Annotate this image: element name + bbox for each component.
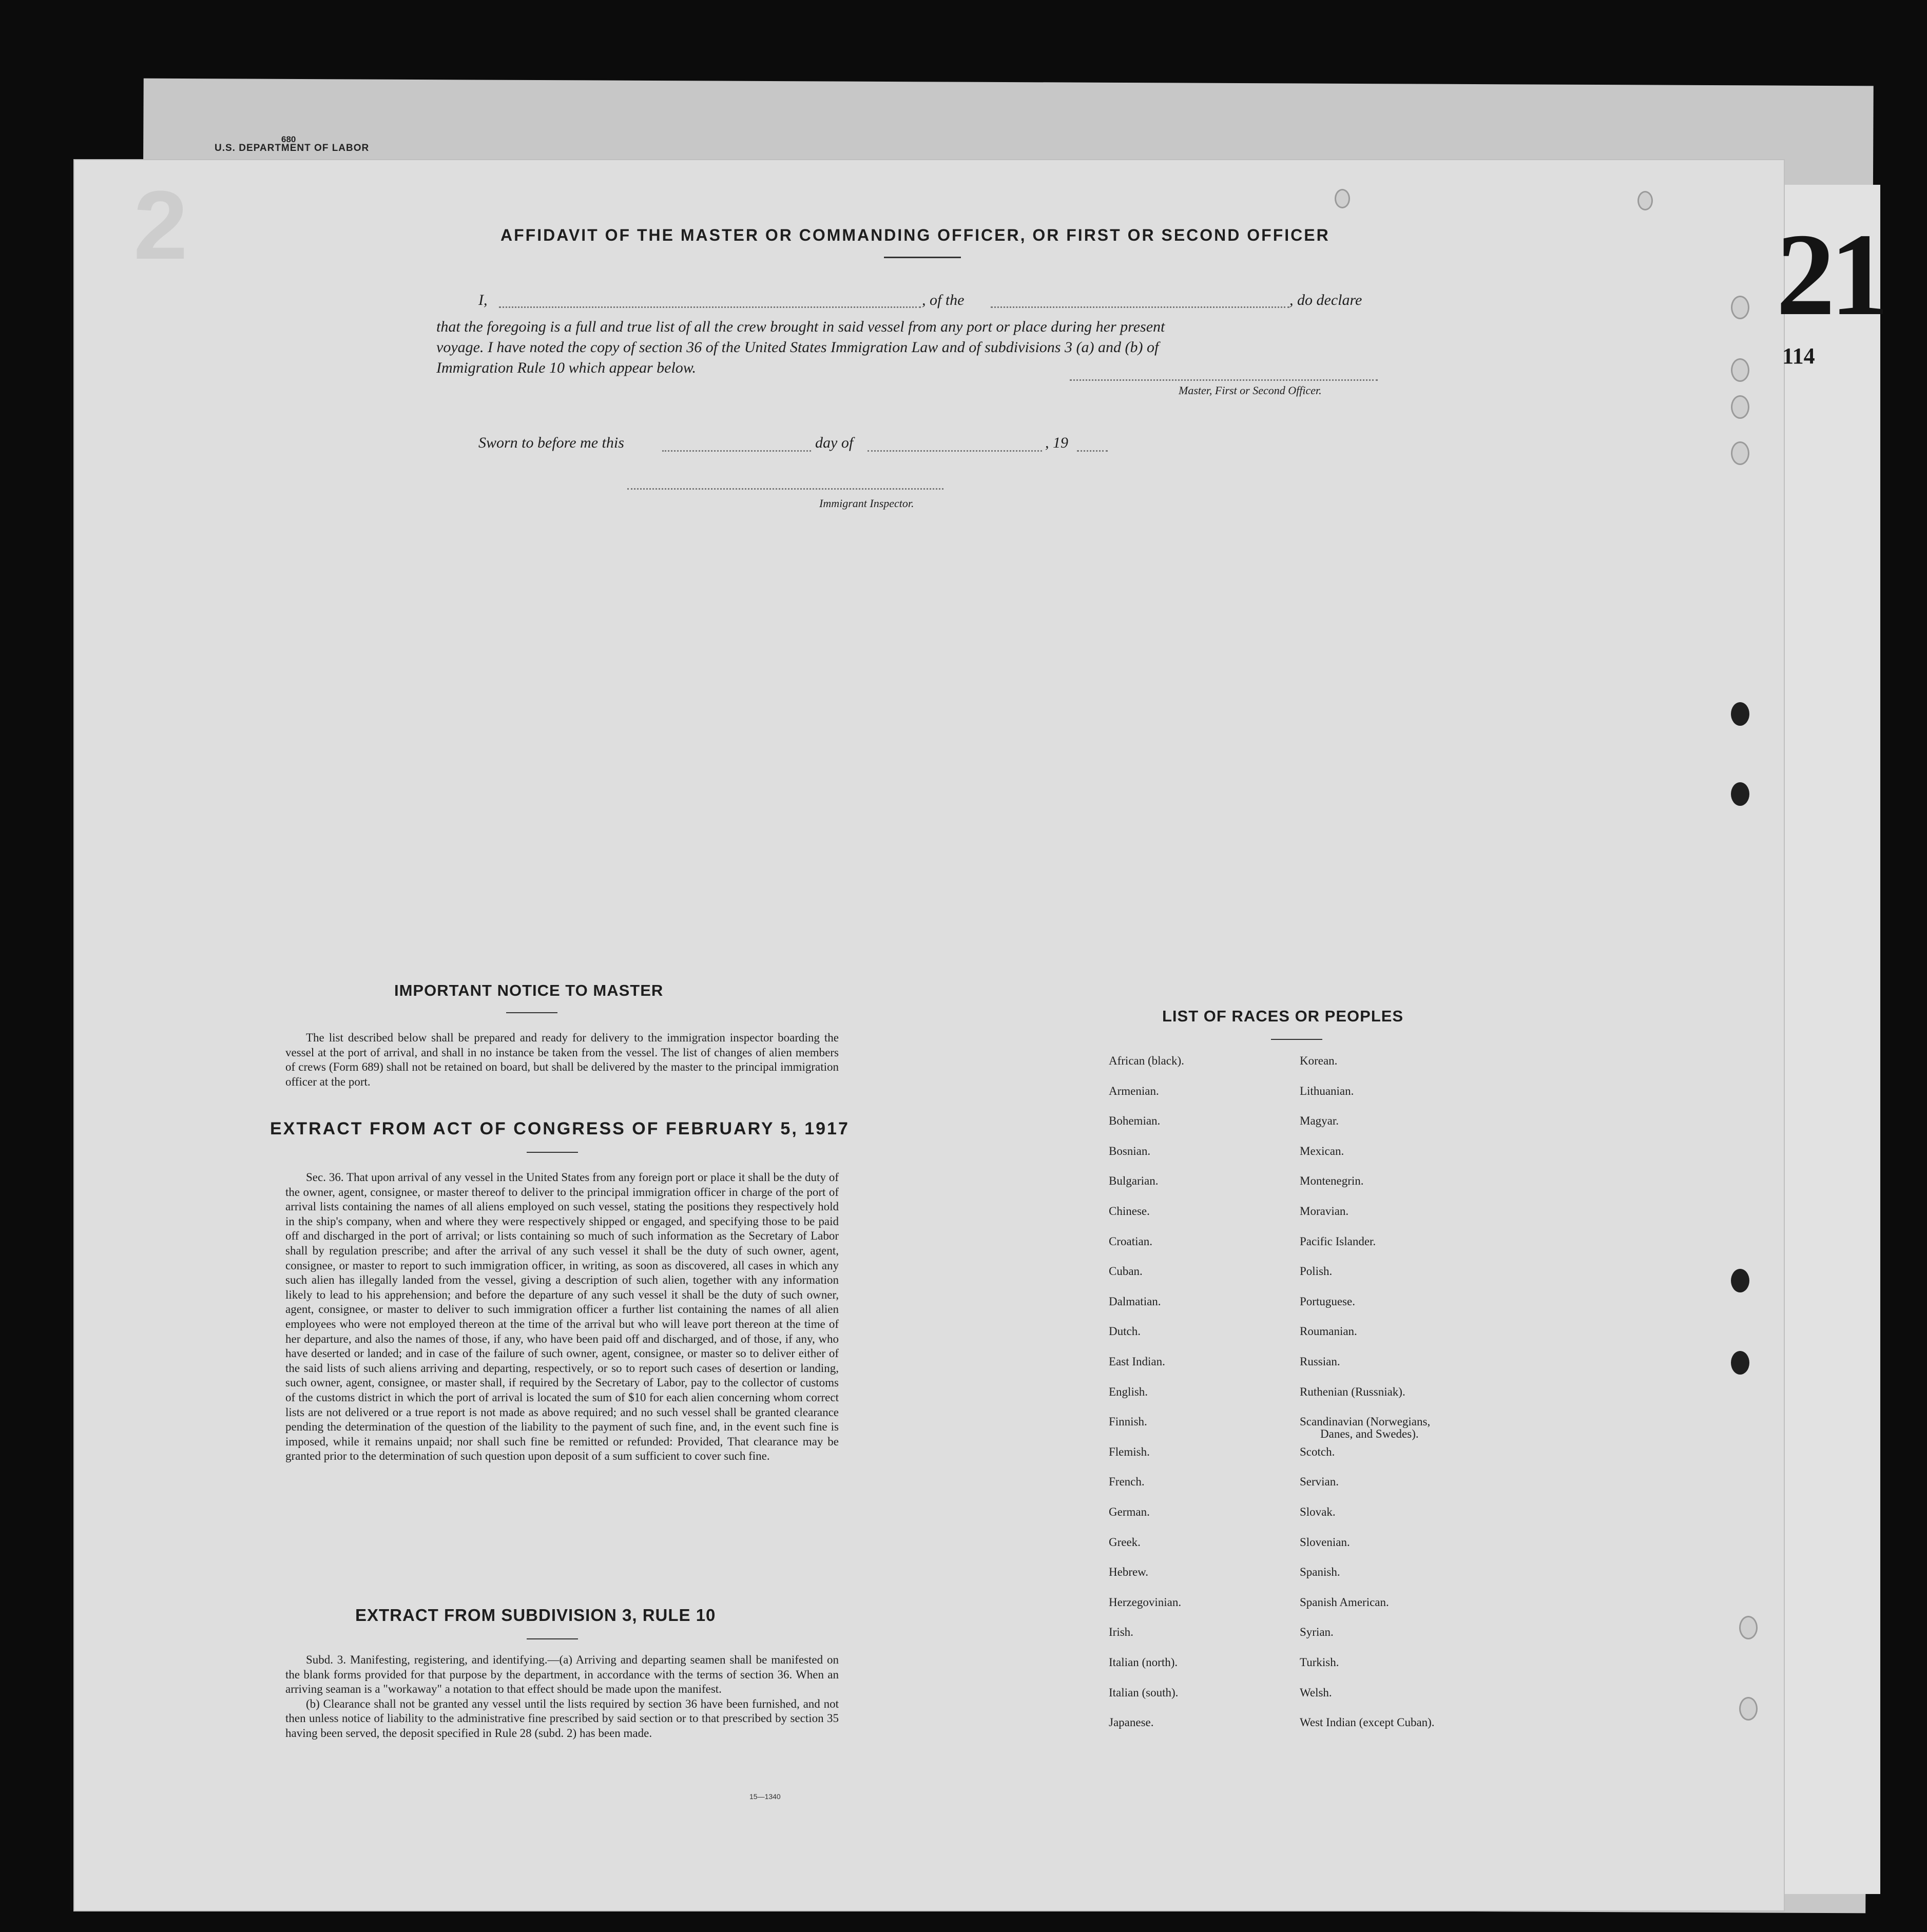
title-rule: [527, 1638, 578, 1639]
race-item-left: Cuban.: [1109, 1265, 1143, 1278]
race-item-right: Lithuanian.: [1300, 1084, 1354, 1097]
ghost-mark: 2: [133, 171, 188, 280]
race-item-right: Montenegrin.: [1300, 1174, 1364, 1188]
affidavit-title: AFFIDAVIT OF THE MASTER OR COMMANDING OFFICER, OR FIRST OR SECOND OFFICER: [500, 226, 1330, 244]
race-item-right: Korean.: [1300, 1054, 1338, 1067]
races-title: LIST OF RACES OR PEOPLES: [1162, 1007, 1404, 1025]
affidavit-of-the: , of the: [922, 292, 965, 308]
race-item-left: Dalmatian.: [1109, 1295, 1161, 1308]
sworn-day-of: day of: [815, 434, 854, 451]
sworn-year-fill-line[interactable]: [1077, 450, 1108, 452]
race-item-right: Welsh.: [1300, 1686, 1332, 1699]
race-item-right: Servian.: [1300, 1475, 1339, 1489]
extract-act-title: EXTRACT FROM ACT OF CONGRESS OF FEBRUARY 5, 1917: [270, 1119, 850, 1138]
extract-rule-title: EXTRACT FROM SUBDIVISION 3, RULE 10: [355, 1606, 716, 1625]
race-item-right: Magyar.: [1300, 1114, 1339, 1128]
race-item-right: Scotch.: [1300, 1445, 1335, 1458]
small-sheet-number: 114: [1782, 343, 1815, 369]
race-item-right: Pacific Islander.: [1300, 1234, 1376, 1248]
binder-hole: [1731, 395, 1749, 419]
title-rule: [527, 1152, 578, 1153]
binder-hole: [1731, 358, 1749, 382]
race-item-left: Japanese.: [1109, 1716, 1154, 1729]
race-item-left: East Indian.: [1109, 1355, 1165, 1368]
race-item-right: Scandinavian (Norwegians,: [1300, 1415, 1431, 1428]
title-rule: [506, 1012, 557, 1013]
vessel-fill-line[interactable]: [991, 306, 1289, 308]
race-item-left: Chinese.: [1109, 1205, 1150, 1218]
race-item-left: African (black).: [1109, 1054, 1184, 1067]
inspector-fill-line[interactable]: [627, 488, 943, 490]
affidavit-body-line-2: voyage. I have noted the copy of section 36 of the United States Immigration Law and of subdivisions 3 (a) and (b) of: [436, 339, 1159, 356]
race-item-left: German.: [1109, 1505, 1150, 1518]
binder-hole: [1731, 702, 1749, 726]
race-item-right: Portuguese.: [1300, 1295, 1355, 1308]
race-item-left: Herzegovinian.: [1109, 1595, 1182, 1609]
race-item-right: Slovak.: [1300, 1505, 1336, 1518]
extract-rule-text: [285, 1653, 839, 1741]
race-item-right: Spanish.: [1300, 1566, 1340, 1579]
race-item-right: Syrian.: [1300, 1626, 1334, 1639]
binder-hole: [1731, 1269, 1749, 1292]
race-item-left: Bohemian.: [1109, 1114, 1161, 1128]
race-item-left: Greek.: [1109, 1535, 1141, 1549]
department-label: U.S. DEPARTMENT OF LABOR: [215, 143, 370, 153]
sworn-text: Sworn to before me this: [478, 434, 624, 451]
signature-label: Master, First or Second Officer.: [1179, 384, 1322, 397]
race-item-left: English.: [1109, 1385, 1148, 1398]
extract-rule-para-b: (b) Clearance shall not be granted any vessel until the lists required by section 36 have been furnished, and not then unless notice of liability to the administrative fine prescribed by said section or to that prescribed by section 35 having been served, the deposit specified in Rule 28 (subd. 2) has been made.: [285, 1697, 839, 1740]
form-footer-code: 15—1340: [749, 1792, 781, 1801]
race-item-right: Slovenian.: [1300, 1535, 1350, 1549]
binder-hole: [1739, 1616, 1758, 1639]
affidavit-body-line-1: that the foregoing is a full and true list of all the crew brought in said vessel from any port or place during her present: [436, 318, 1165, 335]
sworn-day-fill-line[interactable]: [662, 450, 811, 452]
race-item-left: Bulgarian.: [1109, 1174, 1159, 1188]
race-item-right: Mexican.: [1300, 1144, 1344, 1157]
race-item-right: Ruthenian (Russniak).: [1300, 1385, 1405, 1398]
race-item-right: Moravian.: [1300, 1205, 1349, 1218]
race-item-right: Roumanian.: [1300, 1325, 1357, 1338]
race-item-left: Italian (south).: [1109, 1686, 1179, 1699]
binder-hole: [1335, 189, 1350, 208]
name-fill-line[interactable]: [499, 306, 921, 308]
affidavit-do-declare: , do declare: [1289, 292, 1362, 308]
race-item-right: Spanish American.: [1300, 1595, 1389, 1609]
binder-hole: [1731, 296, 1749, 319]
extract-act-text: [285, 1170, 839, 1464]
race-item-left: French.: [1109, 1475, 1145, 1489]
race-item-left: Armenian.: [1109, 1084, 1159, 1097]
race-item-left: Italian (north).: [1109, 1656, 1178, 1669]
race-item-right: Russian.: [1300, 1355, 1340, 1368]
affidavit-i: I,: [478, 292, 488, 308]
title-rule: [884, 257, 961, 258]
race-item-right: Danes, and Swedes).: [1320, 1427, 1419, 1441]
title-rule: [1271, 1039, 1322, 1040]
race-item-right: West Indian (except Cuban).: [1300, 1716, 1435, 1729]
extract-rule-para-a: Subd. 3. Manifesting, registering, and identifying.—(a) Arriving and departing seamen shall be manifested on the blank forms provided for that purpose by the department, in accordance with the terms of section 36. When an arriving seaman is a "workaway" a notation to that effect should be made upon the manifest.: [285, 1653, 839, 1696]
sworn-month-fill-line[interactable]: [868, 450, 1042, 452]
race-item-left: Dutch.: [1109, 1325, 1141, 1338]
binder-hole: [1731, 1351, 1749, 1375]
race-item-left: Hebrew.: [1109, 1566, 1149, 1579]
race-item-left: Irish.: [1109, 1626, 1133, 1639]
race-item-left: Bosnian.: [1109, 1144, 1151, 1157]
binder-hole: [1731, 782, 1749, 806]
notice-text: [285, 1031, 839, 1089]
binder-hole: [1739, 1697, 1758, 1721]
race-item-left: Finnish.: [1109, 1415, 1147, 1428]
extract-act-paragraph: Sec. 36. That upon arrival of any vessel in the United States from any foreign port or place it shall be the duty of the owner, agent, consignee, or master thereof to deliver to the principal immigration officer in charge of the port of arrival lists containing the names of all aliens employed on such vessel, stating the positions they respectively hold in the ship's company, when and where they were respectively shipped or engaged, and specifying those to be paid off and discharged in the port of arrival; or lists containing so much of such information as the Secretary of Labor shall by regulation prescribe; and after the arrival of any such vessel it shall be the duty of such owner, agent, consignee, or master to report to such immigration officer, in writing, as soon as discovered, all cases in which any such alien has illegally landed from the vessel, giving a description of such alien, together with any information likely to lead to his apprehension; and before the departure of any such vessel it shall be the duty of such owner, agent, consignee, or master to deliver to such immigration officer a further list containing the names of all alien employees who were not employed thereon at the time of the arrival but who will leave port thereon at the time of her departure, and also the names of those, if any, who have been paid off and discharged, and of those, if any, who have deserted or landed; and in case of the failure of such owner, agent, consignee, or master so to deliver either of the said lists of such aliens arriving and departing, respectively, or so to report such cases of desertion or landing, such owner, agent, consignee, or master shall, if required by the Secretary of Labor, pay to the collector of customs of the customs district in which the port of arrival is located the sum of $10 for each alien concerning whom correct lists are not delivered or a true report is not made as above required; and no such vessel shall be granted clearance pending the determination of the question of the liability to the payment of such fine, and, in the event such fine is imposed, while it remains unpaid; nor shall such fine be remitted or refunded: Provided, That clearance may be granted prior to the determination of such question upon deposit of a sum sufficient to cover such fine.: [285, 1171, 839, 1463]
sworn-year: , 19: [1045, 434, 1068, 451]
affidavit-body-line-3: Immigration Rule 10 which appear below.: [436, 359, 697, 376]
form-number: 680: [281, 134, 296, 144]
sheet-number: 21: [1776, 209, 1884, 340]
binder-hole: [1731, 441, 1749, 465]
notice-title: IMPORTANT NOTICE TO MASTER: [394, 981, 664, 999]
notice-paragraph: The list described below shall be prepared and ready for delivery to the immigration inspector boarding the vessel at the port of arrival, and shall in no instance be taken from the vessel. The list of changes of alien members of crews (Form 689) shall not be retained on board, but shall be delivered by the master to the principal immigration officer at the port.: [285, 1031, 839, 1088]
binder-hole: [1637, 191, 1653, 210]
race-item-right: Polish.: [1300, 1265, 1333, 1278]
inspector-label: Immigrant Inspector.: [819, 497, 914, 510]
race-item-left: Flemish.: [1109, 1445, 1150, 1458]
race-item-right: Turkish.: [1300, 1656, 1339, 1669]
signature-fill-line[interactable]: [1070, 379, 1378, 381]
race-item-left: Croatian.: [1109, 1234, 1152, 1248]
